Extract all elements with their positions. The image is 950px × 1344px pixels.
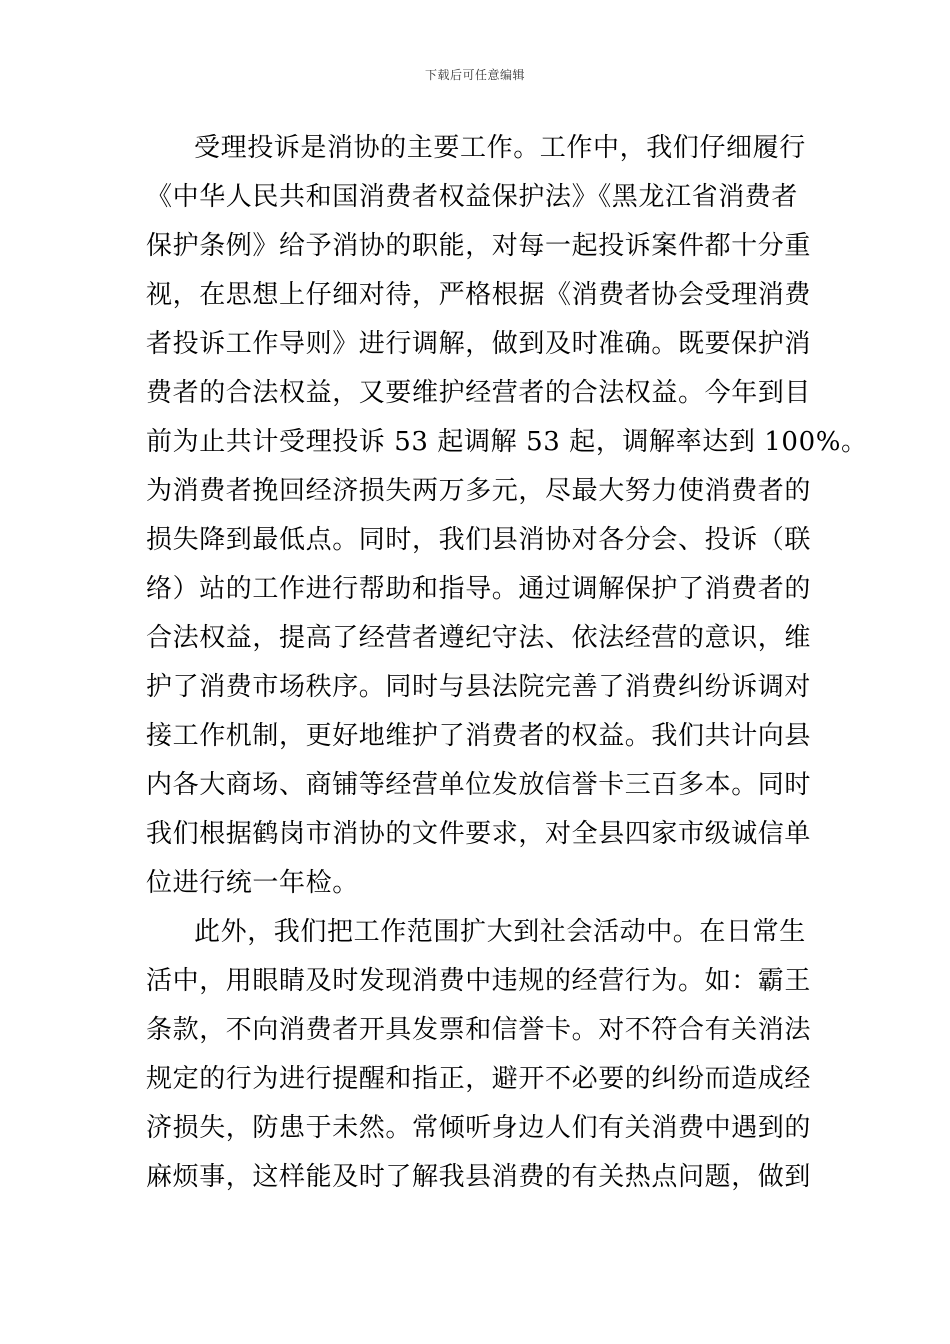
text-line: 麻烦事，这样能及时了解我县消费的有关热点问题，做到 — [146, 1162, 812, 1192]
text-line: 《中华人民共和国消费者权益保护法》《黑龙江省消费者 — [146, 182, 799, 212]
text-line: 接工作机制，更好地维护了消费者的权益。我们共计向县 — [146, 721, 812, 751]
text-line: 护了消费市场秩序。同时与县法院完善了消费纠纷诉调对 — [146, 672, 812, 702]
text-line: 规定的行为进行提醒和指正，避开不必要的纠纷而造成经 — [146, 1064, 812, 1094]
page-header-note: 下载后可任意编辑 — [424, 68, 525, 82]
paragraph-1 — [146, 124, 868, 908]
text-line: 者投诉工作导则》进行调解，做到及时准确。既要保护消 — [146, 329, 812, 359]
text-line: 为消费者挽回经济损失两万多元，尽最大努力使消费者的 — [146, 476, 812, 506]
text-line: 合法权益，提高了经营者遵纪守法、依法经营的意识，维 — [146, 623, 812, 653]
text-line: 损失降到最低点。同时，我们县消协对各分会、投诉（联 — [146, 525, 812, 555]
text-line: 内各大商场、商铺等经营单位发放信誉卡三百多本。同时 — [146, 770, 812, 800]
text-line: 前为止共计受理投诉 53 起调解 53 起，调解率达到 100%。 — [146, 427, 868, 457]
text-line: 位进行统一年检。 — [146, 868, 359, 898]
text-line: 络）站的工作进行帮助和指导。通过调解保护了消费者的 — [146, 574, 812, 604]
text-line: 保护条例》给予消协的职能，对每一起投诉案件都十分重 — [146, 231, 812, 261]
text-line: 受理投诉是消协的主要工作。工作中，我们仔细履行 — [194, 133, 806, 163]
text-line: 此外，我们把工作范围扩大到社会活动中。在日常生 — [194, 917, 806, 947]
text-line: 我们根据鹤岗市消协的文件要求，对全县四家市级诚信单 — [146, 819, 812, 849]
document-body — [146, 124, 868, 1202]
text-line: 条款，不向消费者开具发票和信誉卡。对不符合有关消法 — [146, 1015, 812, 1045]
text-line: 活中，用眼睛及时发现消费中违规的经营行为。如：霸王 — [146, 966, 812, 996]
text-line: 济损失，防患于未然。常倾听身边人们有关消费中遇到的 — [146, 1113, 812, 1143]
paragraph-2 — [146, 908, 810, 1202]
text-line: 费者的合法权益，又要维护经营者的合法权益。今年到目 — [146, 378, 812, 408]
text-line: 视，在思想上仔细对待，严格根据《消费者协会受理消费 — [146, 280, 812, 310]
